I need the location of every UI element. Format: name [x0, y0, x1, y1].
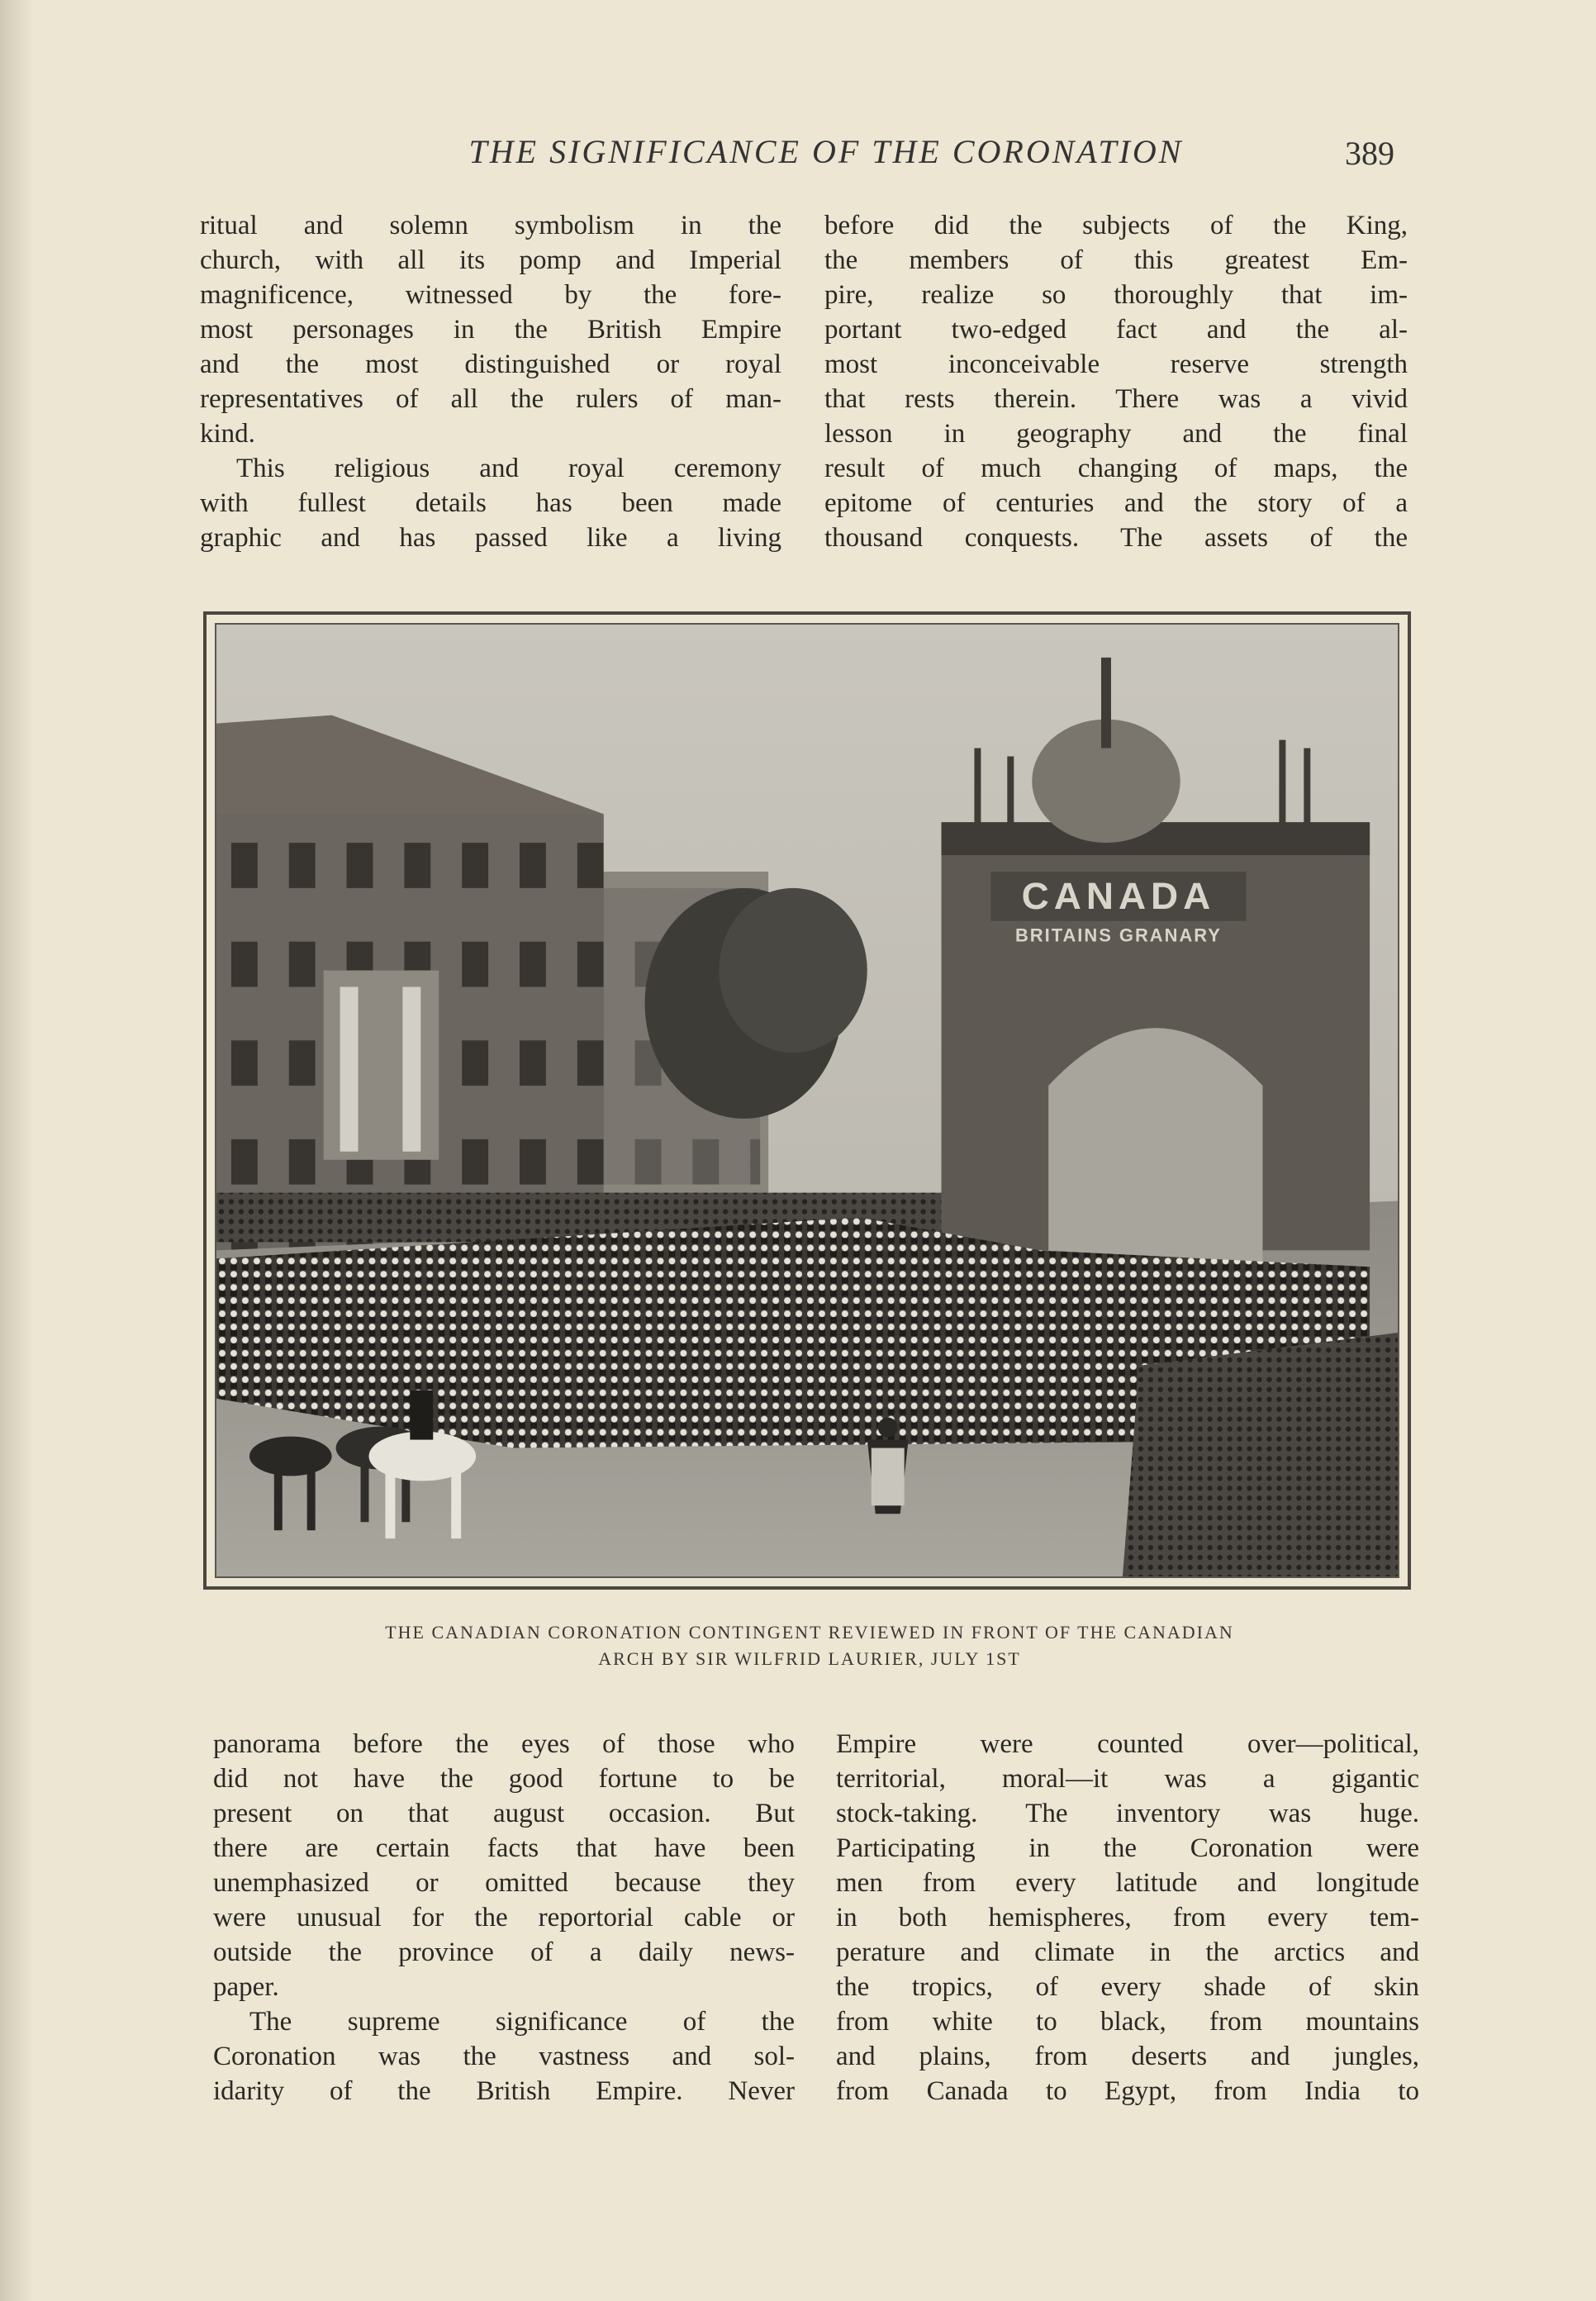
photo-caption [207, 1619, 1413, 1672]
text-line: kind. [200, 419, 255, 449]
text-line: epitome of centuries and the story of a [824, 488, 1408, 518]
arch-spire [1101, 658, 1111, 749]
text-line: and plains, from deserts and jungles, [836, 2042, 1419, 2071]
text-line: church, with all its pomp and Imperial [200, 245, 781, 275]
text-line: thousand conquests. The assets of the [824, 523, 1408, 553]
text-line: ritual and solemn symbolism in the [200, 211, 781, 240]
page-number: 389 [1345, 135, 1394, 172]
text-line: pire, realize so thoroughly that im- [824, 280, 1408, 310]
text-line: Coronation was the vastness and sol- [213, 2042, 795, 2071]
text-line: the tropics, of every shade of skin [836, 1972, 1419, 2002]
caption-line: ARCH BY SIR WILFRID LAURIER, JULY 1ST [598, 1648, 1021, 1669]
text-line: result of much changing of maps, the [824, 454, 1408, 483]
text-line: graphic and has passed like a living [200, 523, 781, 553]
text-line: present on that august occasion. But [213, 1799, 795, 1828]
text-line: unemphasized or omitted because they [213, 1868, 795, 1898]
bottom-right-column [836, 1727, 1419, 2108]
text-line: and the most distinguished or royal [200, 349, 781, 379]
top-right-column [824, 208, 1408, 555]
text-line: in both hemispheres, from every tem- [836, 1903, 1419, 1933]
text-line: Empire were counted over—political, [836, 1729, 1419, 1759]
arch-sign-canada: CANADA [1021, 873, 1216, 917]
text-line: idarity of the British Empire. Never [213, 2076, 795, 2106]
text-line: outside the province of a daily news- [213, 1937, 795, 1967]
text-line: magnificence, witnessed by the fore- [200, 280, 781, 310]
text-line: with fullest details has been made [200, 488, 781, 518]
page-gutter-shadow [0, 0, 33, 2301]
bottom-left-column [213, 1727, 795, 2108]
text-line: This religious and royal ceremony [236, 454, 781, 483]
photo-frame [203, 611, 1411, 1590]
text-line: most inconceivable reserve strength [824, 349, 1408, 379]
text-line: perature and climate in the arctics and [836, 1937, 1419, 1967]
arch-sign-granary: BRITAINS GRANARY [1014, 925, 1222, 946]
text-line: did not have the good fortune to be [213, 1764, 795, 1794]
text-line: the members of this greatest Em- [824, 245, 1408, 275]
text-line: from white to black, from mountains [836, 2007, 1419, 2037]
caption-line: THE CANADIAN CORONATION CONTINGENT REVIEWED IN FRONT OF THE CANADIAN [385, 1622, 1234, 1643]
text-line: Participating in the Coronation were [836, 1833, 1419, 1863]
coronation-photo [215, 623, 1399, 1578]
text-line: before did the subjects of the King, [824, 211, 1408, 240]
crowd-right [1123, 1333, 1398, 1576]
top-left-column [200, 208, 781, 555]
text-line: that rests therein. There was a vivid [824, 384, 1408, 414]
text-line: were unusual for the reportorial cable or [213, 1903, 795, 1933]
text-line: lesson in geography and the final [824, 419, 1408, 449]
text-line: territorial, moral—it was a gigantic [836, 1764, 1419, 1794]
text-line: The supreme significance of the [249, 2007, 795, 2037]
text-line: representatives of all the rulers of man- [200, 384, 781, 414]
text-line: portant two-edged fact and the al- [824, 315, 1408, 345]
text-line: paper. [213, 1972, 279, 2002]
text-line: stock-taking. The inventory was huge. [836, 1799, 1419, 1828]
photo-illustration [216, 625, 1398, 1576]
text-line: panorama before the eyes of those who [213, 1729, 795, 1759]
text-line: most personages in the British Empire [200, 315, 781, 345]
running-title: THE SIGNIFICANCE OF THE CORONATION [468, 133, 1184, 170]
text-line: from Canada to Egypt, from India to [836, 2076, 1419, 2106]
text-line: men from every latitude and longitude [836, 1868, 1419, 1898]
text-line: there are certain facts that have been [213, 1833, 795, 1863]
